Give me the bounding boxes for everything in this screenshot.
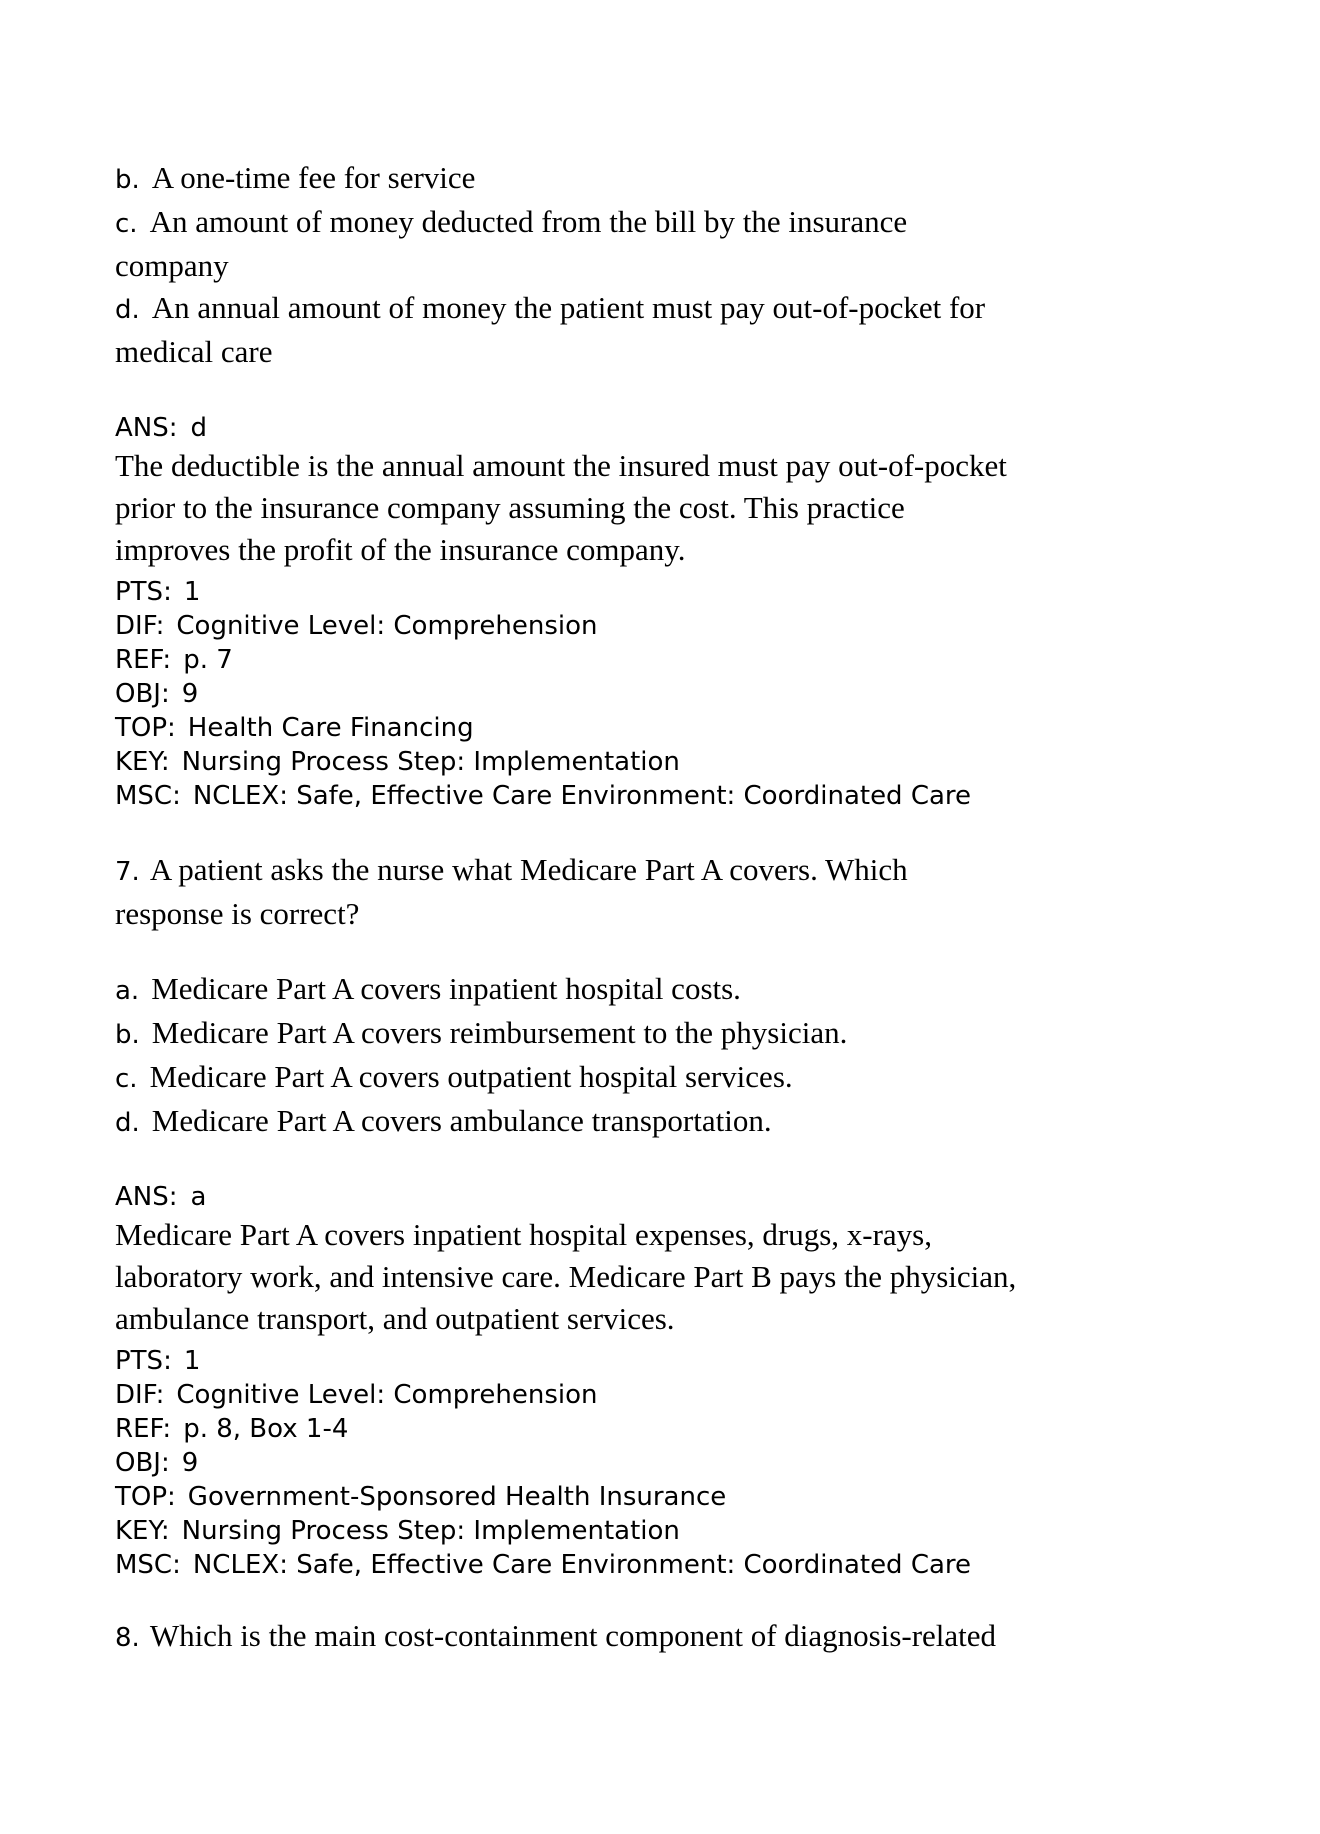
meta-label: OBJ: bbox=[115, 1448, 170, 1478]
answer-option bbox=[115, 1056, 1220, 1100]
answer-option bbox=[115, 1100, 1220, 1144]
options-group bbox=[115, 968, 1220, 1144]
answer-option bbox=[115, 287, 1220, 331]
option-letter: c. bbox=[115, 1064, 138, 1094]
question-stem-line: Which is the main cost-containment component of diagnosis-related bbox=[149, 1618, 997, 1653]
meta-label: TOP: bbox=[115, 713, 176, 743]
option-text: Medicare Part A covers reimbursement to the physician. bbox=[151, 1015, 848, 1050]
meta-row-dif bbox=[115, 1378, 1220, 1412]
meta-value: Cognitive Level: Comprehension bbox=[176, 1380, 598, 1410]
meta-value: p. 8, Box 1-4 bbox=[183, 1414, 349, 1444]
answer-row bbox=[115, 411, 1220, 445]
question-number: 7. bbox=[115, 857, 140, 887]
meta-value: Health Care Financing bbox=[187, 713, 474, 743]
meta-label: REF: bbox=[115, 1414, 172, 1444]
option-letter: b. bbox=[115, 165, 140, 195]
meta-row-ref bbox=[115, 643, 1220, 677]
meta-label: MSC: bbox=[115, 781, 181, 811]
rationale-line: The deductible is the annual amount the insured must pay out-of-pocket bbox=[115, 448, 1007, 483]
meta-row-key bbox=[115, 745, 1220, 779]
option-text: Medicare Part A covers ambulance transportation. bbox=[151, 1103, 772, 1138]
option-text: An annual amount of money the patient must pay out-of-pocket for bbox=[151, 290, 986, 325]
option-text: Medicare Part A covers inpatient hospital costs. bbox=[151, 971, 741, 1006]
option-text: A one-time fee for service bbox=[151, 160, 476, 195]
meta-value: Nursing Process Step: Implementation bbox=[181, 1516, 680, 1546]
meta-row-dif bbox=[115, 609, 1220, 643]
question-stem bbox=[115, 849, 1220, 893]
question-8-block bbox=[115, 1615, 1220, 1659]
meta-value: 9 bbox=[181, 1448, 199, 1478]
question-metadata bbox=[115, 1344, 1220, 1582]
question-7-block bbox=[115, 849, 1220, 1582]
meta-value: Government-Sponsored Health Insurance bbox=[187, 1482, 727, 1512]
meta-row-top bbox=[115, 711, 1220, 745]
option-letter: a. bbox=[115, 976, 140, 1006]
meta-row-pts bbox=[115, 575, 1220, 609]
rationale-line: Medicare Part A covers inpatient hospital expenses, drugs, x-rays, bbox=[115, 1217, 932, 1252]
meta-label: PTS: bbox=[115, 1346, 172, 1376]
meta-value: Nursing Process Step: Implementation bbox=[181, 747, 680, 777]
option-letter: d. bbox=[115, 295, 140, 325]
rationale-line: improves the profit of the insurance company. bbox=[115, 532, 686, 567]
meta-label: DIF: bbox=[115, 1380, 165, 1410]
answer-option bbox=[115, 157, 1220, 201]
option-text-continuation: company bbox=[115, 248, 229, 283]
option-letter: c. bbox=[115, 209, 138, 239]
meta-label: PTS: bbox=[115, 577, 172, 607]
meta-label: TOP: bbox=[115, 1482, 176, 1512]
meta-value: 1 bbox=[183, 577, 201, 607]
answer-label: ANS: bbox=[115, 1182, 178, 1212]
meta-label: KEY: bbox=[115, 747, 170, 777]
meta-value: 9 bbox=[181, 679, 199, 709]
option-letter: b. bbox=[115, 1020, 140, 1050]
option-text: An amount of money deducted from the bill by the insurance bbox=[149, 204, 908, 239]
meta-value: NCLEX: Safe, Effective Care Environment: Coordinated Care bbox=[192, 781, 972, 811]
meta-value: p. 7 bbox=[183, 645, 233, 675]
answer-option bbox=[115, 968, 1220, 1012]
answer-value: d bbox=[190, 413, 208, 443]
answer-label: ANS: bbox=[115, 413, 178, 443]
question-stem-line: A patient asks the nurse what Medicare Part A covers. Which bbox=[149, 852, 908, 887]
meta-value: Cognitive Level: Comprehension bbox=[176, 611, 598, 641]
meta-label: DIF: bbox=[115, 611, 165, 641]
meta-value: 1 bbox=[183, 1346, 201, 1376]
meta-row-msc bbox=[115, 779, 1220, 813]
meta-row-pts bbox=[115, 1344, 1220, 1378]
answer-row bbox=[115, 1180, 1220, 1214]
question-number: 8. bbox=[115, 1623, 140, 1653]
rationale-line: laboratory work, and intensive care. Medicare Part B pays the physician, bbox=[115, 1259, 1017, 1294]
meta-row-msc bbox=[115, 1548, 1220, 1582]
option-text: Medicare Part A covers outpatient hospital services. bbox=[149, 1059, 793, 1094]
meta-label: OBJ: bbox=[115, 679, 170, 709]
question-6-block bbox=[115, 157, 1220, 813]
question-metadata bbox=[115, 575, 1220, 813]
meta-row-obj bbox=[115, 677, 1220, 711]
question-stem bbox=[115, 1615, 1220, 1659]
answer-option bbox=[115, 201, 1220, 245]
answer-value: a bbox=[190, 1182, 207, 1212]
rationale-line: prior to the insurance company assuming the cost. This practice bbox=[115, 490, 905, 525]
meta-value: NCLEX: Safe, Effective Care Environment: Coordinated Care bbox=[192, 1550, 972, 1580]
rationale-line: ambulance transport, and outpatient services. bbox=[115, 1301, 675, 1336]
meta-row-obj bbox=[115, 1446, 1220, 1480]
question-stem-line: response is correct? bbox=[115, 896, 360, 931]
answer-option bbox=[115, 1012, 1220, 1056]
option-letter: d. bbox=[115, 1108, 140, 1138]
meta-label: REF: bbox=[115, 645, 172, 675]
meta-row-top bbox=[115, 1480, 1220, 1514]
meta-label: KEY: bbox=[115, 1516, 170, 1546]
option-text-continuation: medical care bbox=[115, 334, 273, 369]
meta-row-ref bbox=[115, 1412, 1220, 1446]
meta-row-key bbox=[115, 1514, 1220, 1548]
meta-label: MSC: bbox=[115, 1550, 181, 1580]
